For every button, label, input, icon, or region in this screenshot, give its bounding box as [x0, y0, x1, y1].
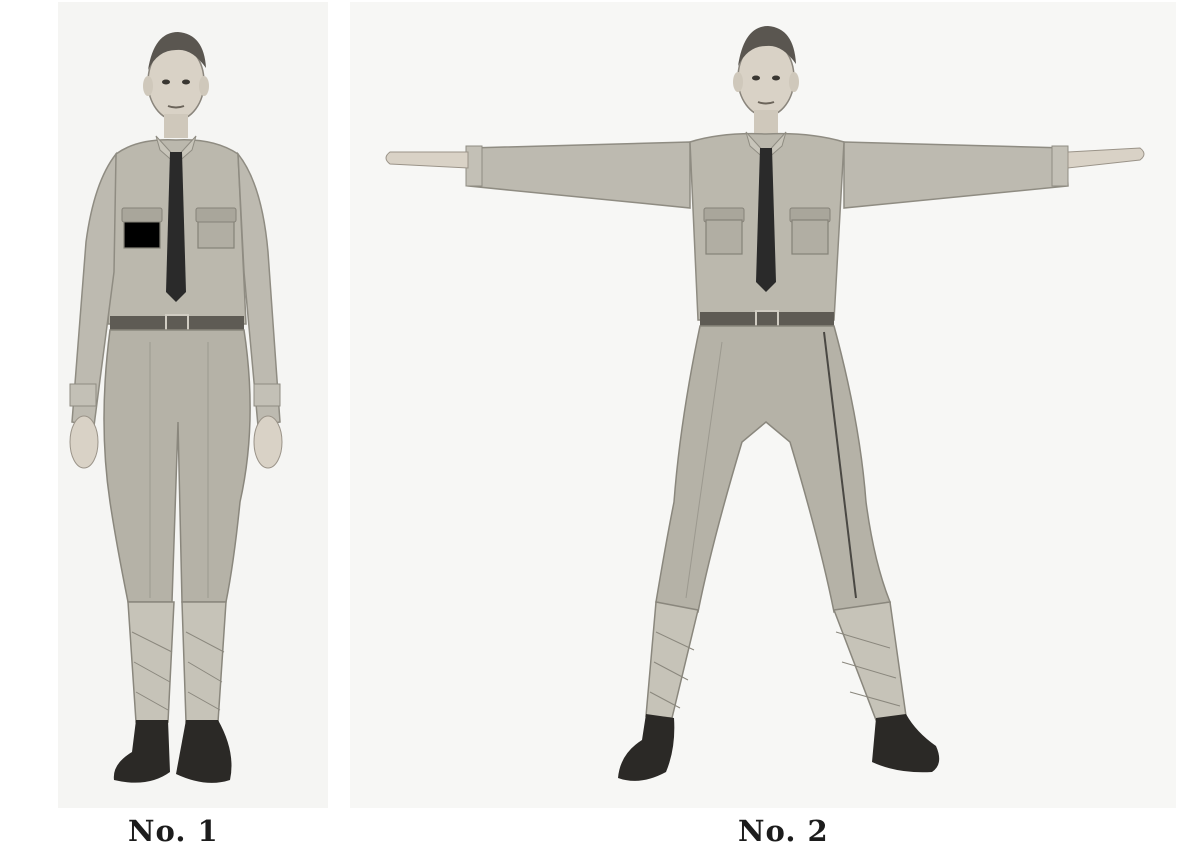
soldier-standing-illustration	[58, 2, 328, 808]
boot-left	[114, 720, 170, 783]
arm-right-extended	[844, 142, 1068, 208]
cuff-left	[70, 384, 96, 406]
boot-right	[872, 714, 939, 772]
cuff-right	[1052, 146, 1068, 186]
pocket-left	[706, 220, 742, 254]
boot-right	[176, 720, 232, 783]
neck	[164, 114, 188, 138]
breeches	[656, 326, 890, 612]
pocket-right	[792, 220, 828, 254]
breeches	[104, 330, 250, 602]
ear-left	[733, 72, 743, 92]
pocket-right-flap	[196, 208, 236, 222]
ear-right	[789, 72, 799, 92]
cuff-right	[254, 384, 280, 406]
puttee-right	[834, 602, 906, 720]
hand-right	[1068, 148, 1144, 168]
ear-left	[143, 76, 153, 96]
hand-right	[254, 416, 282, 468]
puttee-left	[646, 602, 698, 718]
eye-right	[772, 76, 780, 81]
photo-figure-2	[350, 2, 1176, 808]
belt	[700, 312, 834, 326]
belt	[110, 316, 244, 330]
photo-figure-1	[58, 2, 328, 808]
hand-left	[70, 416, 98, 468]
figure-2-caption: No. 2	[738, 814, 829, 848]
eye-right	[182, 80, 190, 85]
neck	[754, 110, 778, 134]
boot-left	[618, 714, 674, 781]
eye-left	[752, 76, 760, 81]
eye-left	[162, 80, 170, 85]
figure-1-caption: No. 1	[128, 814, 219, 848]
soldier-arms-extended-illustration	[350, 2, 1176, 808]
hand-left	[386, 152, 468, 168]
pocket-left-flap	[122, 208, 162, 222]
arm-left-extended	[468, 142, 690, 208]
ear-right	[199, 76, 209, 96]
